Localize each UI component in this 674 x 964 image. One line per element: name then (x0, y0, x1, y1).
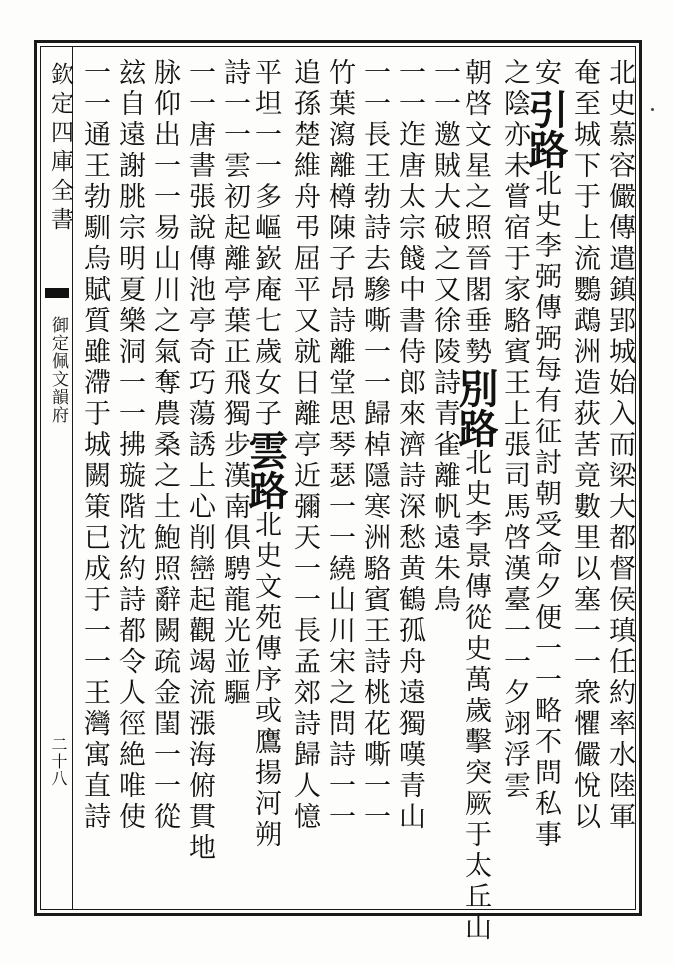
text-column (142, 58, 182, 904)
volume-title: 御定佩文韻府 (48, 316, 68, 424)
text-segment: 一一 (359, 771, 390, 833)
text-column (562, 58, 602, 904)
text-column (522, 58, 569, 904)
text-segment: 一一 (324, 771, 355, 833)
text-segment: 一一衆懼儼悅以 (569, 616, 600, 833)
text-segment: 一一易山川之氣奪農桑之土鮑照辭闕疏金閨 (149, 151, 180, 740)
text-segment: 北史李景傳從史萬歲擊突厥于太丘山 (460, 448, 491, 944)
text-column (452, 58, 499, 944)
entry-heading: 別路 (452, 368, 499, 448)
text-segment: 一一從 (149, 740, 180, 833)
text-segment: 詩 (219, 58, 250, 89)
margin-column (42, 56, 72, 906)
text-column (352, 58, 392, 904)
text-column (317, 58, 357, 904)
text-columns (74, 48, 635, 944)
text-column (422, 58, 462, 904)
text-segment: 亦未嘗宿于家駱賓王上張司馬啓漢臺 (499, 120, 530, 616)
text-segment: 脉仰出 (149, 58, 180, 151)
text-segment: 北史慕容儼傳遣鎮郢城始入而梁大都督侯瑱任約率水陸軍 (604, 58, 635, 833)
text-segment: 安 (530, 58, 561, 89)
text-segment: 一一歸棹隱寒洲駱賓王詩桃花嘶 (359, 337, 390, 771)
text-segment: 一一通王勃馴烏賦質雖滯于城闕䇿已成于 (79, 58, 110, 616)
ink-speck (651, 108, 654, 111)
text-segment: 追孫楚維舟弔屈平又就日離亭近彌天 (289, 58, 320, 554)
entry-heading: 引路 (522, 89, 569, 169)
entry-heading: 雲路 (242, 430, 289, 510)
text-column (492, 58, 532, 904)
text-segment: 一一 (429, 58, 460, 120)
text-column (72, 58, 112, 904)
book-title: 欽定四庫全書 (47, 62, 73, 236)
text-segment: 一一雲初起離亭葉正飛 (219, 89, 250, 399)
text-segment: 平坦 (250, 58, 281, 120)
text-column (212, 58, 252, 904)
text-segment: 一一略不問私事 (530, 634, 561, 851)
text-segment: 竹葉瀉離樽陳子昂詩離堂思琴瑟 (324, 58, 355, 492)
folio-number: 二十八 (49, 736, 68, 787)
text-segment: 奄至城下于上流鸚鵡洲造荻䒷竟數里以塞 (569, 58, 600, 616)
text-segment: 北史李弼傳弼每有征討朝受命夕便 (530, 169, 561, 634)
text-column (387, 58, 427, 904)
text-segment: 一一王灣寓直詩 (79, 616, 110, 833)
text-segment: 朝啓文星之照 (460, 58, 491, 244)
text-segment: 玆自遠謝朓宗明夏樂洞 (114, 58, 145, 368)
text-segment: 一一拂璇階沈約詩都令人徑絶唯使 (114, 368, 145, 833)
text-column (107, 58, 147, 904)
text-segment: 一一長王勃詩去驂嘶 (359, 58, 390, 337)
text-column (597, 58, 637, 904)
text-column (177, 58, 217, 904)
text-column (242, 58, 289, 904)
text-segment: 晉閣垂𫝑 (460, 244, 491, 368)
fishtail-mark (45, 288, 69, 298)
text-segment: 邀賊大破之又徐陵詩青雀離帆遠朱鳥 (429, 120, 460, 616)
text-segment: 一一迮唐太宗餞中書侍郎來濟詩深愁黄鶴孤舟遠獨嘆青山 (394, 58, 425, 833)
text-segment: 獨步漢南俱騁龍光並驅 (219, 399, 250, 709)
text-segment: 一一繞山川宋之問詩 (324, 492, 355, 771)
text-segment: 一一唐書張說傳池亭奇巧蕩誘上心削巒起觀竭流漲海俯貫地 (184, 58, 215, 864)
text-segment: 一一夕翊浮雲 (499, 616, 530, 802)
text-segment: 之陰 (499, 58, 530, 120)
text-segment: 一一長孟郊詩歸人憶 (289, 554, 320, 833)
text-segment: 北史文苑傳序或鷹揚河朔 (250, 510, 281, 851)
text-segment: 一一多嶇嶔庵七歲女子 (250, 120, 281, 430)
